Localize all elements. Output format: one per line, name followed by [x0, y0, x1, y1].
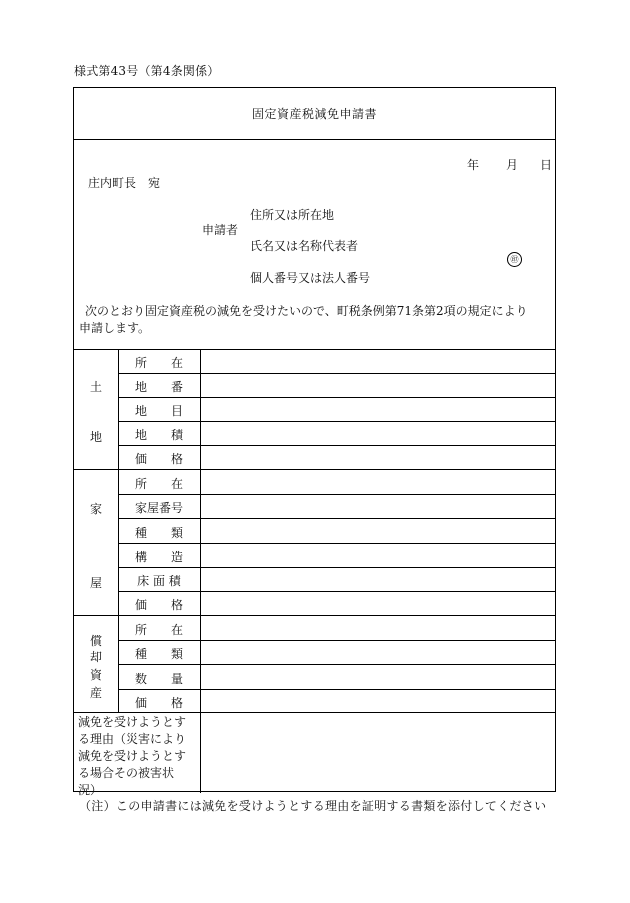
depreciable-group-char-3: 資 [89, 668, 102, 682]
land-row-label: 所 在 [134, 356, 183, 370]
statement-line-1: 次のとおり固定資産税の減免を受けたいので、町税条例第71条第2項の規定により [85, 304, 528, 318]
house-row-label: 種 類 [134, 526, 183, 540]
depreciable-row-label: 数 量 [134, 672, 183, 686]
applicant-section [74, 139, 555, 350]
land-group-char-2: 地 [89, 430, 102, 444]
reason-row [74, 713, 555, 797]
land-row-label: 地 番 [134, 380, 183, 394]
applicant-label: 申請者 [202, 223, 239, 237]
house-group [74, 470, 555, 616]
statement-line-2: 申請します。 [79, 321, 151, 335]
house-row-label: 家屋番号 [134, 501, 183, 515]
land-group-char-1: 土 [89, 380, 102, 394]
land-group [74, 349, 555, 470]
depreciable-group [74, 616, 555, 713]
depreciable-group-char-1: 償 [89, 634, 102, 648]
depreciable-row-label: 価 格 [134, 696, 183, 710]
seal-mark: ㊞ [507, 252, 522, 267]
date-year: 年 [467, 158, 480, 172]
depreciable-group-char-2: 却 [89, 650, 102, 664]
land-row-label: 地 目 [134, 404, 183, 418]
depreciable-group-char-4: 産 [89, 686, 102, 700]
addressee: 庄内町長 宛 [88, 176, 161, 190]
house-group-char-1: 家 [89, 502, 102, 516]
form-header [74, 88, 555, 140]
house-row-label: 床 面 積 [137, 574, 181, 588]
depreciable-row-label: 種 類 [134, 647, 183, 661]
house-row-label: 構 造 [134, 550, 183, 564]
house-group-char-2: 屋 [89, 576, 102, 590]
applicant-address-label: 住所又は所在地 [250, 208, 335, 222]
date-day: 日 [540, 158, 553, 172]
form-number: 様式第43号（第4条関係） [74, 64, 220, 78]
applicant-number-label: 個人番号又は法人番号 [250, 271, 371, 285]
applicant-name-label: 氏名又は名称代表者 [250, 239, 359, 253]
reason-label: 減免を受けようとす る理由（災害により 減免を受けようとす る場合その被害状 況） [78, 715, 187, 797]
depreciable-row-label: 所 在 [134, 623, 183, 637]
date-month: 月 [506, 158, 519, 172]
house-row-label: 価 格 [134, 598, 183, 612]
form-title: 固定資産税減免申請書 [251, 107, 377, 121]
land-row-label: 地 積 [134, 428, 183, 442]
land-row-label: 価 格 [134, 452, 183, 466]
application-form [73, 87, 556, 797]
footnote: （注）この申請書には減免を受けようとする理由を証明する書類を添付してください [79, 799, 547, 813]
house-row-label: 所 在 [134, 477, 183, 491]
